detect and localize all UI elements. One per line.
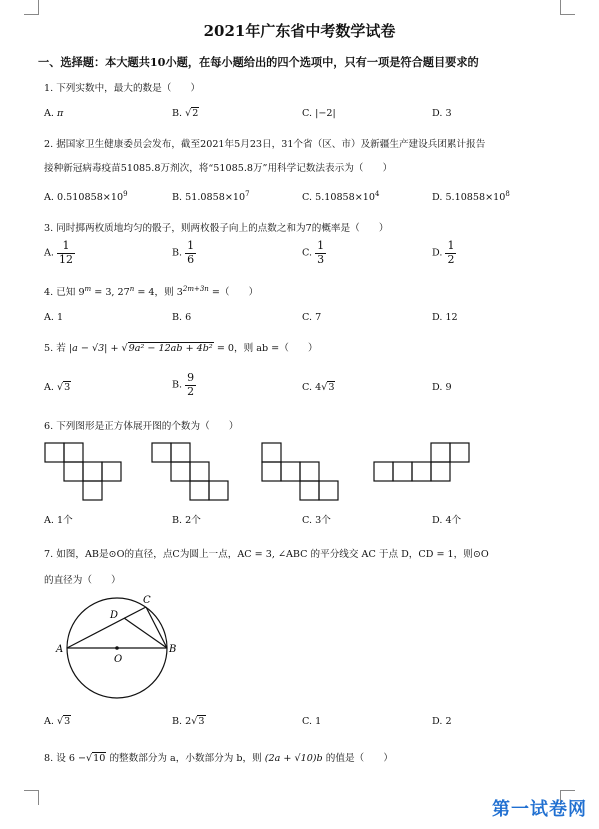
- q1-option-d: D. 3: [432, 108, 452, 119]
- question-7-stem-line2: 的直径为（ ）: [44, 575, 121, 586]
- q1-option-b: B. √2: [172, 108, 199, 119]
- corner-mark-top-left: [24, 0, 39, 15]
- corner-mark-bottom-left: [24, 790, 39, 805]
- q4-option-b: B. 6: [172, 312, 192, 323]
- question-8-stem: 8. 设 6 −√10 的整数部分为 a，小数部分为 b，则 (2a + √10)b 的值是（ ）: [44, 753, 393, 764]
- site-watermark: 第一试卷网: [492, 799, 587, 820]
- q2-option-a: A. $0.510858\times 10^9$: [44, 190, 128, 204]
- q3-option-c: C. $\frac{1}{3}$: [302, 239, 325, 266]
- exam-title: 2021年广东省中考数学试卷: [203, 22, 396, 40]
- label-c: C: [143, 595, 151, 606]
- q7-circle-figure: [50, 592, 190, 704]
- corner-mark-top-right: [560, 0, 575, 15]
- q6-net-c: [262, 443, 338, 500]
- q5-option-a: A. √3: [44, 382, 71, 393]
- q3-option-b: B. $\frac{1}{6}$: [172, 239, 195, 266]
- q2-option-c: C. $5.10858\times 10^4$: [302, 190, 380, 204]
- q6-cube-net-figures: [40, 440, 560, 505]
- q7-option-d: D. 2: [432, 716, 452, 727]
- question-5-stem: 5. 若 |a − √3| + √9a² − 12ab + 4b² = 0，则 ab =（ ）: [44, 343, 318, 354]
- q6-option-b: B. 2个: [172, 515, 201, 526]
- q5-option-d: D. 9: [432, 382, 452, 393]
- label-a: A: [56, 644, 64, 655]
- section-heading: 一、选择题：本大题共10小题，在每小题给出的四个选项中，只有一项是符合题目要求的: [38, 55, 479, 69]
- label-d: D: [110, 610, 119, 621]
- q5-option-b: B. $\frac{9}{2}$: [172, 371, 195, 398]
- label-b: B: [169, 644, 177, 655]
- question-3-stem: 3. 同时掷两枚质地均匀的骰子，则两枚骰子向上的点数之和为7的概率是（ ）: [44, 223, 389, 234]
- question-7-stem-line1: 7. 如图，AB是⊙O的直径，点C为圆上一点，AC = 3, ∠ABC 的平分线交 AC 于点 D，CD = 1，则⊙O: [44, 549, 489, 560]
- q1-option-a: A. π: [44, 108, 64, 119]
- q1-option-c: C. |−2|: [302, 108, 336, 119]
- q4-option-a: A. 1: [44, 312, 64, 323]
- center-point: [115, 646, 119, 650]
- q6-option-a: A. 1个: [44, 515, 73, 526]
- q4-option-d: D. 12: [432, 312, 458, 323]
- q6-net-a: [45, 443, 121, 500]
- q2-option-b: B. $51.0858\times 10^7$: [172, 190, 250, 204]
- q7-option-a: A. √3: [44, 716, 71, 727]
- q2-option-d: D. $5.10858\times 10^8$: [432, 190, 510, 204]
- q6-net-d: [374, 443, 469, 481]
- q5-option-c: C. 4√3: [302, 382, 335, 393]
- question-2-stem-line1: 2. 据国家卫生健康委员会发布，截至2021年5月23日，31个省（区、市）及新疆生产建设兵团累计报告: [44, 139, 486, 150]
- q6-net-b: [152, 443, 228, 500]
- question-2-stem-line2: 接种新冠病毒疫苗51085.8万剂次，将“51085.8万”用科学记数法表示为（ ）: [44, 163, 393, 174]
- question-4-stem: 4. 已知 $9^m = 3$, $27^n = 4$，则 $3^{2m+3n}$ =（ ）: [44, 284, 259, 298]
- q7-option-c: C. 1: [302, 716, 322, 727]
- label-o: O: [114, 654, 123, 665]
- q4-option-c: C. 7: [302, 312, 322, 323]
- q3-option-a: A. $\frac{1}{12}$: [44, 239, 74, 266]
- chord-ac: [67, 607, 146, 648]
- q3-option-d: D. $\frac{1}{2}$: [432, 239, 455, 266]
- chord-cb: [146, 607, 167, 648]
- q6-option-c: C. 3个: [302, 515, 331, 526]
- q6-option-d: D. 4个: [432, 515, 462, 526]
- q7-option-b: B. 2√3: [172, 716, 205, 727]
- question-6-stem: 6. 下列图形是正方体展开图的个数为（ ）: [44, 421, 239, 432]
- question-1-stem: 1. 下列实数中，最大的数是（ ）: [44, 83, 201, 94]
